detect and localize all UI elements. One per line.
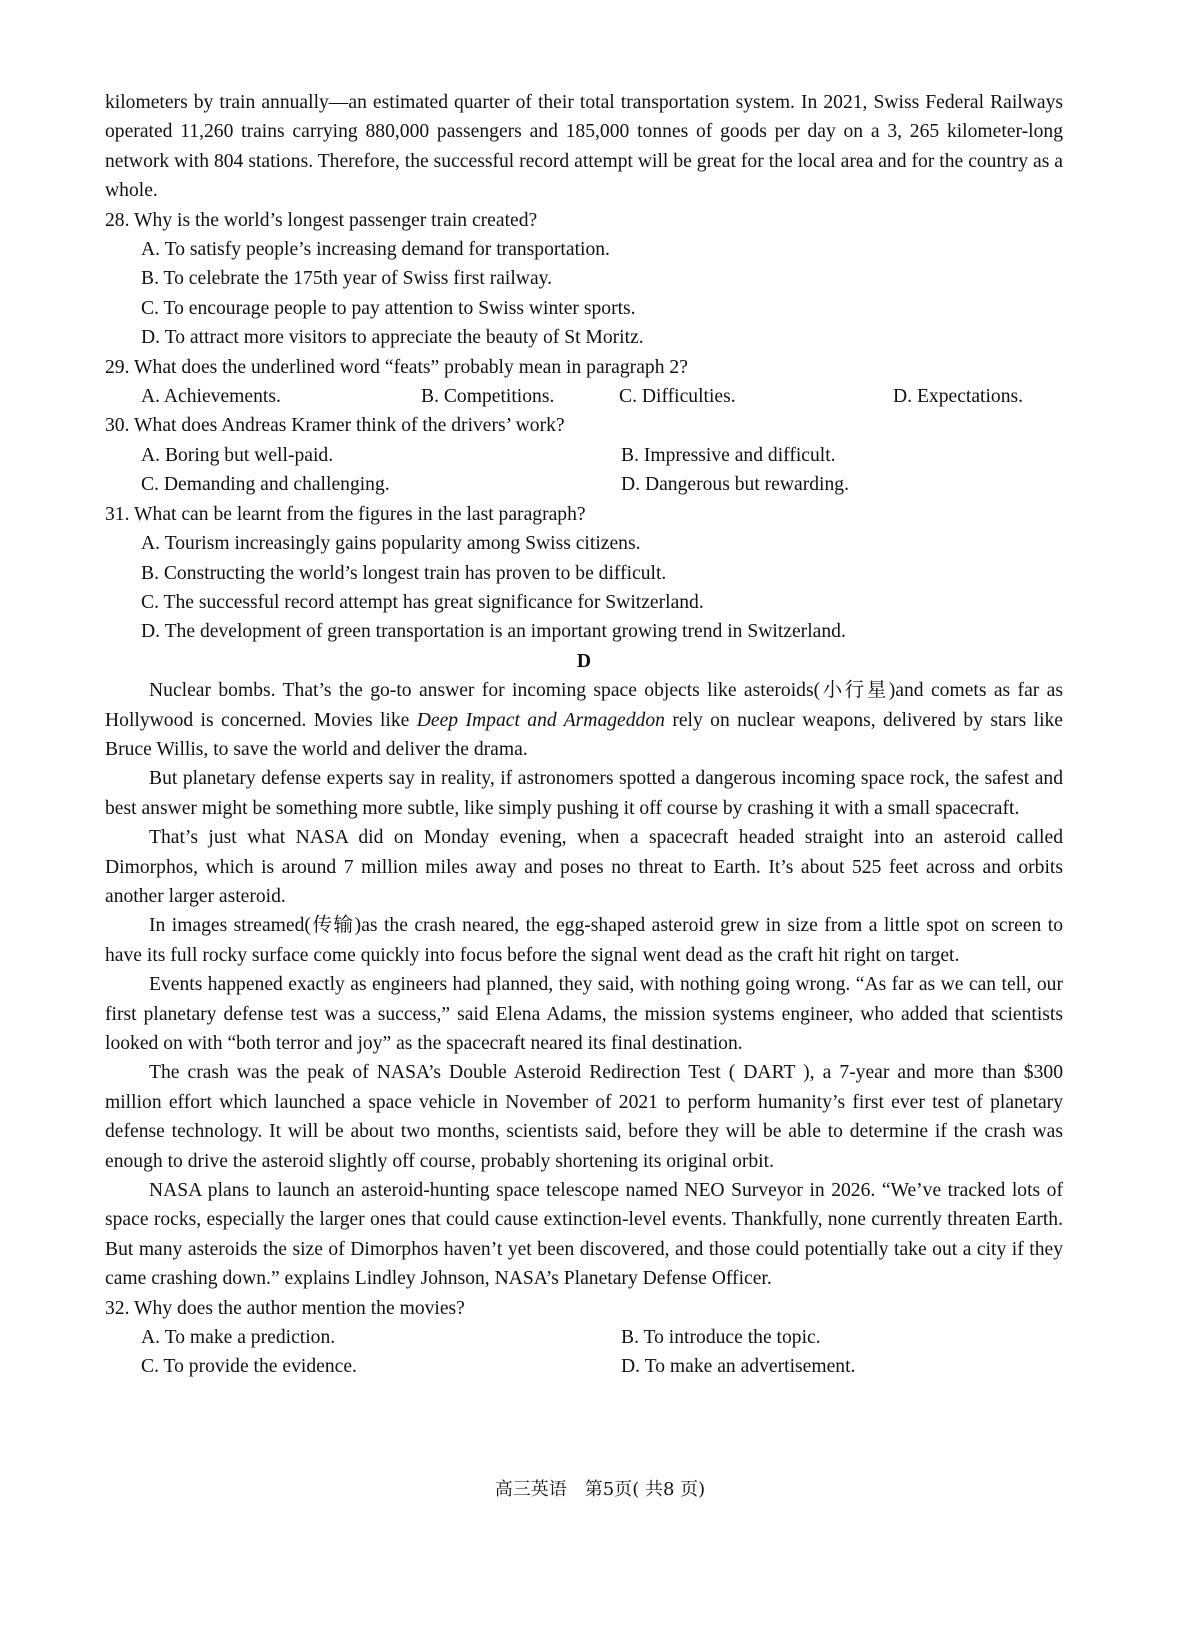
passage-d-paragraph-6: The crash was the peak of NASA’s Double Asteroid Redirection Test ( DART ), a 7-year and more than $300 million effort which launched a space vehicle in November of 2021 to perform humanity’s first ever test of planetary defense technology. It will be about two months, scientists said, before they will be able to determine if the crash was enough to drive the asteroid slightly off course, probably shortening its original orbit. (105, 1062, 1063, 1172)
question-28-option-c: C. To encourage people to pay attention to Swiss winter sports. (141, 297, 636, 319)
question-30-option-d: D. Dangerous but rewarding. (621, 474, 849, 496)
passage-d-paragraph-3: That’s just what NASA did on Monday evening, when a spacecraft headed straight into an asteroid called Dimorphos, which is around 7 million miles away and poses no threat to Earth. It’s about 525 feet across and orbits another larger asteroid. (105, 827, 1063, 907)
question-32-option-d: D. To make an advertisement. (621, 1356, 856, 1378)
question-29-option-a: A. Achievements. (141, 386, 281, 408)
question-31-stem: 31. What can be learnt from the figures in the last paragraph? (105, 503, 586, 525)
question-30-stem: 30. What does Andreas Kramer think of the drivers’ work? (105, 415, 565, 437)
question-32-options-row1 (141, 1323, 1063, 1352)
question-30-options-row1 (141, 441, 1063, 470)
passage-d-paragraph-4: In images streamed(传输)as the crash neared, the egg-shaped asteroid grew in size from a little spot on screen to have its full rocky surface come quickly into focus before the signal went dead as the craft hit right on target. (105, 915, 1063, 966)
passage-c-ending: kilometers by train annually—an estimated quarter of their total transportation system. In 2021, Swiss Federal Railways operated 11,260 trains carrying 880,000 passengers and 185,000 tonnes of goods per day on a 3, 265 kilometer-long network with 804 stations. Therefore, the successful record attempt will be great for the local area and for the country as a whole. (105, 92, 1063, 202)
question-29-option-d: D. Expectations. (893, 386, 1024, 408)
passage-d-paragraph-2: But planetary defense experts say in reality, if astronomers spotted a dangerous incoming space rock, the safest and best answer might be something more subtle, like simply pushing it off course by crashing it with a small spacecraft. (105, 768, 1063, 819)
question-31-option-b: B. Constructing the world’s longest train has proven to be difficult. (141, 562, 667, 584)
question-32-option-a: A. To make a prediction. (141, 1327, 336, 1349)
question-28-option-a: A. To satisfy people’s increasing demand for transportation. (141, 239, 610, 261)
question-29-stem: 29. What does the underlined word “feats” probably mean in paragraph 2? (105, 356, 688, 378)
paragraph-1-text-b: rely on nuclear weapons, delivered by stars like Bruce Willis, to save the world and deliver the drama. (105, 709, 1064, 760)
question-32-option-b: B. To introduce the topic. (621, 1327, 821, 1349)
question-28-stem: 28. Why is the world’s longest passenger train created? (105, 209, 538, 231)
question-29-option-b: B. Competitions. (421, 386, 555, 408)
question-31-option-a: A. Tourism increasingly gains popularity among Swiss citizens. (141, 533, 641, 555)
question-32-stem: 32. Why does the author mention the movies? (105, 1297, 465, 1319)
question-32-options-row2 (141, 1352, 1063, 1381)
question-31-option-c: C. The successful record attempt has great significance for Switzerland. (141, 591, 704, 613)
question-30-options-row2 (141, 470, 1063, 499)
exam-page (105, 88, 1063, 1382)
question-30-option-b: B. Impressive and difficult. (621, 444, 836, 466)
passage-d-paragraph-5: Events happened exactly as engineers had planned, they said, with nothing going wrong. “As far as we can tell, our first planetary defense test was a success,” said Elena Adams, the mission systems engineer, who added that scientists looked on with “both terror and joy” as the spacecraft neared its final destination. (105, 974, 1063, 1054)
page-footer: 高三英语 第5页( 共8 页) (494, 1479, 706, 1500)
passage-d-paragraph-1 (105, 676, 1063, 764)
passage-d-paragraph-7: NASA plans to launch an asteroid-hunting space telescope named NEO Surveyor in 2026. “We’ve tracked lots of space rocks, especially the larger ones that could cause extinction-level events. Thankfully, none currently threaten Earth. But many asteroids the size of Dimorphos haven’t yet been discovered, and those could potentially take out a city if they came crashing down.” explains Lindley Johnson, NASA’s Planetary Defense Officer. (105, 1180, 1063, 1290)
section-d-heading: D (576, 650, 592, 672)
question-28-option-d: D. To attract more visitors to appreciate the beauty of St Moritz. (141, 327, 644, 349)
movie-titles: Deep Impact and Armageddon (416, 709, 665, 731)
question-29-option-c: C. Difficulties. (619, 386, 736, 408)
question-30-option-a: A. Boring but well-paid. (141, 444, 334, 466)
question-29-options (141, 382, 1063, 411)
paragraph-1-text-a: Nuclear bombs. That’s the go-to answer for incoming space objects like asteroids(小行星)and comets as far as Hollywood is concerned. Movies like (105, 680, 1063, 731)
question-28-option-b: B. To celebrate the 175th year of Swiss first railway. (141, 268, 553, 290)
question-30-option-c: C. Demanding and challenging. (141, 474, 390, 496)
question-31-option-d: D. The development of green transportation is an important growing trend in Switzerland. (141, 621, 846, 643)
question-32-option-c: C. To provide the evidence. (141, 1356, 357, 1378)
